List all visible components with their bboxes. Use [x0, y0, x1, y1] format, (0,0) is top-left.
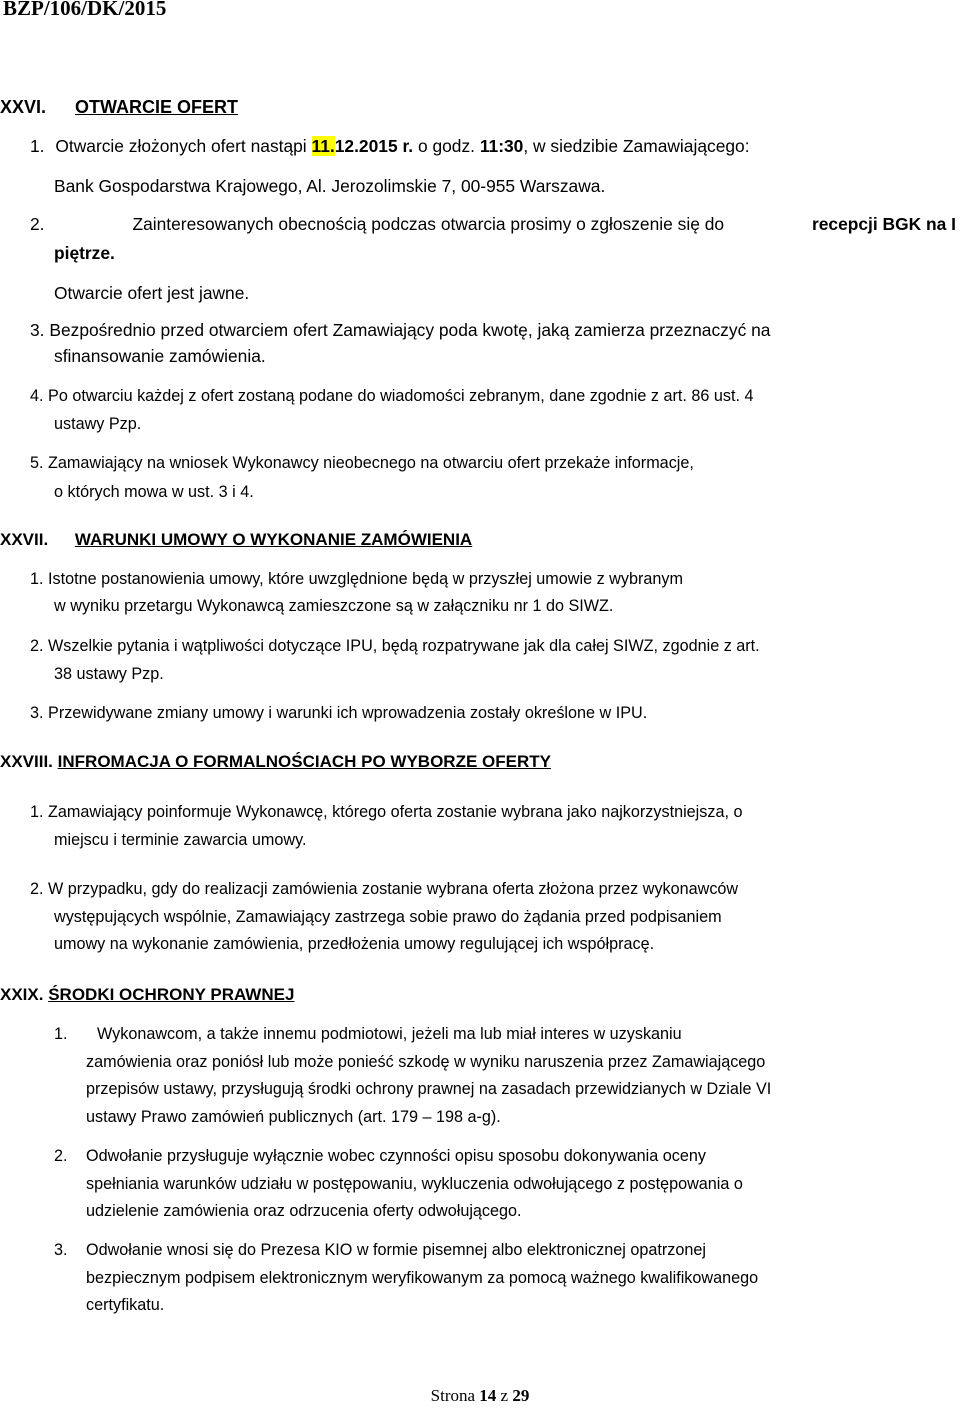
section-xxvii-heading [0, 529, 472, 551]
page-footer [0, 1386, 960, 1406]
page-total: 29 [512, 1386, 530, 1405]
xxvi-item-5-line-1: 5. Zamawiający na wniosek Wykonawcy nieobecnego na otwarciu ofert przekaże informacje, [30, 454, 694, 472]
xxvi-note: Otwarcie ofert jest jawne. [54, 283, 250, 303]
xxvi-item-1-line-1: 1. Otwarcie złożonych ofert nastąpi 11.12.2015 r. o godz. 11:30, w siedzibie Zamawiającego: [30, 136, 750, 156]
section-xxix-heading [0, 984, 294, 1006]
section-number: XXVIII. [0, 752, 53, 771]
xxvi-item-4-line-2: ustawy Pzp. [54, 415, 142, 433]
xxix-item-1-line-4: ustawy Prawo zamówień publicznych (art. 179 – 198 a-g). [86, 1108, 501, 1126]
xxix-item-1-num: 1. [54, 1025, 68, 1043]
xxix-item-2-line-1: Odwołanie przysługuje wyłącznie wobec czynności opisu sposobu dokonywania oceny [86, 1147, 706, 1165]
xxvi-item-1-address: Bank Gospodarstwa Krajowego, Al. Jerozolimskie 7, 00-955 Warszawa. [54, 176, 606, 196]
xxvii-item-2-line-1: 2. Wszelkie pytania i wątpliwości dotyczące IPU, będą rozpatrywane jak dla całej SIWZ, zgodnie z art. [30, 637, 760, 655]
xxix-item-1-line-1: Wykonawcom, a także innemu podmiotowi, jeżeli ma lub miał interes w uzyskaniu [97, 1025, 682, 1043]
section-xxviii-heading [0, 751, 551, 773]
page-current: 14 [479, 1386, 497, 1405]
section-title: OTWARCIE OFERT [75, 97, 239, 117]
section-number: XXIX. [0, 985, 44, 1004]
xxix-item-3-line-3: certyfikatu. [86, 1296, 165, 1314]
xxix-item-2-num: 2. [54, 1147, 68, 1165]
xxix-item-1-line-2: zamówienia oraz poniósł lub może ponieść szkodę w wyniku naruszenia przez Zamawiającego [86, 1053, 766, 1071]
xxviii-item-2-line-3: umowy na wykonanie zamówienia, przedłożenia umowy regulującej ich współpracę. [54, 935, 655, 953]
xxvi-item-4-line-1: 4. Po otwarciu każdej z ofert zostaną podane do wiadomości zebranym, dane zgodnie z art. 86 ust. 4 [30, 387, 754, 405]
xxix-item-3-num: 3. [54, 1241, 68, 1259]
opening-time: 11:30 [479, 136, 524, 156]
section-title: ŚRODKI OCHRONY PRAWNEJ [48, 985, 295, 1004]
xxvii-item-1-line-1: 1. Istotne postanowienia umowy, które uwzględnione będą w przyszłej umowie z wybranym [30, 570, 683, 588]
date-highlight: 11. [311, 136, 335, 156]
xxix-item-3-line-2: bezpiecznym podpisem elektronicznym weryfikowanym za pomocą ważnego kwalifikowanego [86, 1269, 759, 1287]
xxviii-item-1-line-1: 1. Zamawiający poinformuje Wykonawcę, którego oferta zostanie wybrana jako najkorzystniejsza, o [30, 803, 743, 821]
xxviii-item-2-line-1: 2. W przypadku, gdy do realizacji zamówienia zostanie wybrana oferta złożona przez wykonawców [30, 880, 739, 898]
xxviii-item-1-line-2: miejscu i terminie zawarcia umowy. [54, 831, 307, 849]
xxix-item-3-line-1: Odwołanie wnosi się do Prezesa KIO w formie pisemnej albo elektronicznej opatrzonej [86, 1241, 706, 1259]
xxvi-item-5-line-2: o których mowa w ust. 3 i 4. [54, 483, 254, 501]
section-number: XXVI. [0, 97, 47, 117]
xxix-item-2-line-2: spełniania warunków udziału w postępowaniu, wykluczenia odwołującego z postępowania o [86, 1175, 743, 1193]
opening-date: 11.12.2015 r. [311, 136, 414, 156]
xxvi-item-3-line-1: 3. Bezpośrednio przed otwarciem ofert Zamawiający poda kwotę, jaką zamierza przeznaczyć na [30, 320, 771, 340]
section-title: WARUNKI UMOWY O WYKONANIE ZAMÓWIENIA [74, 530, 473, 549]
page-label: Strona [430, 1386, 476, 1405]
xxix-item-1-line-3: przepisów ustawy, przysługują środki ochrony prawnej na zasadach przewidzianych w Dziale VI [86, 1080, 772, 1098]
page-sep: z [500, 1386, 509, 1405]
section-title: INFROMACJA O FORMALNOŚCIACH PO WYBORZE OFERTY [57, 752, 551, 771]
xxviii-item-2-line-2: występujących wspólnie, Zamawiający zastrzega sobie prawo do żądania przed podpisaniem [54, 908, 722, 926]
xxvii-item-2-line-2: 38 ustawy Pzp. [54, 665, 164, 683]
document-code: BZP/106/DK/2015 [3, 0, 167, 20]
xxvii-item-1-line-2: w wyniku przetargu Wykonawcą zamieszczone są w załączniku nr 1 do SIWZ. [54, 597, 614, 615]
section-number: XXVII. [0, 530, 49, 549]
xxvi-item-2-line-1: 2. Zainteresowanych obecnością podczas otwarcia prosimy o zgłoszenie się do recepcji BGK na I [30, 214, 956, 234]
xxvi-item-2-line-2: piętrze. [54, 243, 115, 263]
section-xxvi-heading [0, 96, 238, 118]
xxvii-item-3-line-1: 3. Przewidywane zmiany umowy i warunki ich wprowadzenia zostały określone w IPU. [30, 704, 648, 722]
xxix-item-2-line-3: udzielenie zamówienia oraz odrzucenia oferty odwołującego. [86, 1202, 522, 1220]
xxvi-item-3-line-2: sfinansowanie zamówienia. [54, 346, 266, 366]
